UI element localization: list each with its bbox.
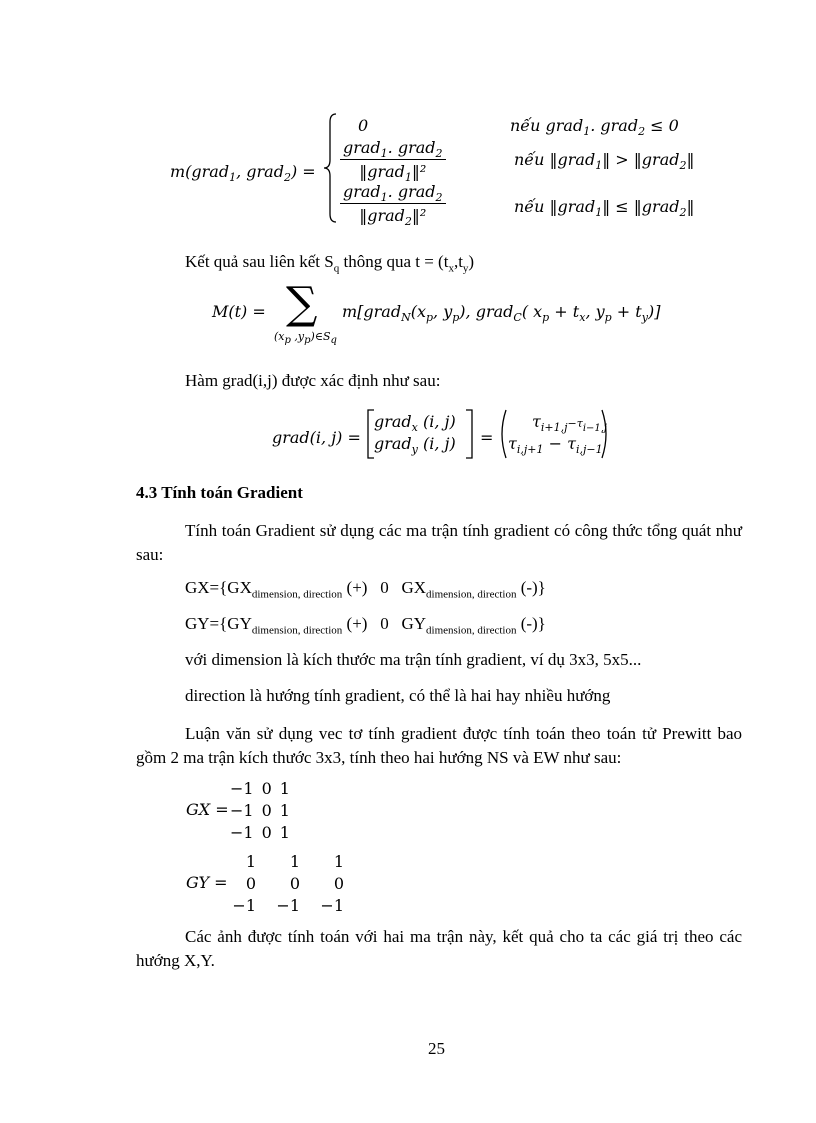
equation-m-lhs: m(grad$_1$, grad$_2$) = [170, 162, 316, 185]
paragraph-ket-qua: Kết quả sau liên kết $S_q$ thông qua $t = (t_x,t_y)$ [185, 252, 475, 275]
matrix-gy-label: GY = [186, 873, 228, 892]
case3-condition: nếu ‖grad$_1$‖ ≤ ‖grad$_2$‖ [514, 197, 695, 220]
formula-gy-general: $GY=\{GY_{dimension, direction}$ (+) 0 $GY_{dimension, direction}$ (-)} [185, 614, 546, 637]
paragraph-dimension: với dimension là kích thước ma trận tính gradient, ví dụ 3x3, 5x5... [185, 650, 642, 669]
matrix-gx-table: −1 0 1 −1 0 1 −1 0 1 [230, 778, 290, 842]
grad-x-row: grad$_x$ (i, j) [374, 412, 456, 435]
equation-grad-lhs: grad(i, j) = [272, 428, 361, 447]
equation-M-lhs: M(t) = [212, 302, 266, 321]
left-brace-icon [322, 112, 338, 224]
paragraph-tinh-toan: Tính toán Gradient sử dụng các ma trận tính gradient có công thức tổng quát như sau: [136, 521, 742, 564]
case1-condition: nếu grad$_1$. grad$_2$ ≤ 0 [510, 116, 679, 139]
section-heading: 4.3 Tính toán Gradient [136, 483, 303, 502]
paragraph-ham-grad: Hàm grad(i,j) được xác định như sau: [185, 371, 441, 390]
case1-value: 0 [358, 116, 369, 135]
case3-fraction: $\frac{grad_1. grad_2}{‖grad_2‖^2}$ [340, 182, 446, 225]
case2-fraction: $\frac{grad_1. grad_2}{‖grad_1‖^2}$ [340, 138, 446, 181]
sigma-subscript: ($x_p$ $,y_p)\in S_q$ [274, 330, 337, 347]
tau-row-2: $\tau_{i,j+1} - \tau_{i,j-1}$ [508, 434, 603, 457]
equals-sign: = [480, 428, 494, 447]
formula-gx-general: $GX=\{GX_{dimension, direction}$ (+) 0 $GX_{dimension, direction}$ (-)} [185, 578, 546, 601]
paragraph-cac-anh: Các ảnh được tính toán với hai ma trận này, kết quả cho ta các giá trị theo các hướng X,Y. [136, 927, 742, 970]
tau-row-1: $\tau_{i+1,j}-\tau_{i-1,j}$ [532, 412, 608, 435]
equation-M-body: $m[grad_N(x_p$, $y_p$), grad$_C$( $x_p + t_x$, $y_p + t_y$)] [342, 302, 661, 325]
sigma-symbol: ∑ [286, 278, 318, 329]
matrix-gy-table: 1 1 1 0 0 0 −1 −1 −1 [232, 851, 344, 915]
matrix-gx-label: GX = [186, 800, 229, 819]
paragraph-direction: direction là hướng tính gradient, có thể là hai hay nhiều hướng [185, 686, 611, 705]
paragraph-luan-van: Luận văn sử dụng vec tơ tính gradient được tính toán theo toán tử Prewitt bao gồm 2 ma trận kích thước 3x3, tính theo hai hướng NS và EW như sau: [136, 724, 742, 767]
grad-y-row: grad$_y$ (i, j) [374, 434, 456, 457]
case2-condition: nếu ‖grad$_1$‖ > ‖grad$_2$‖ [514, 150, 695, 173]
page-number: 25 [428, 1039, 445, 1058]
